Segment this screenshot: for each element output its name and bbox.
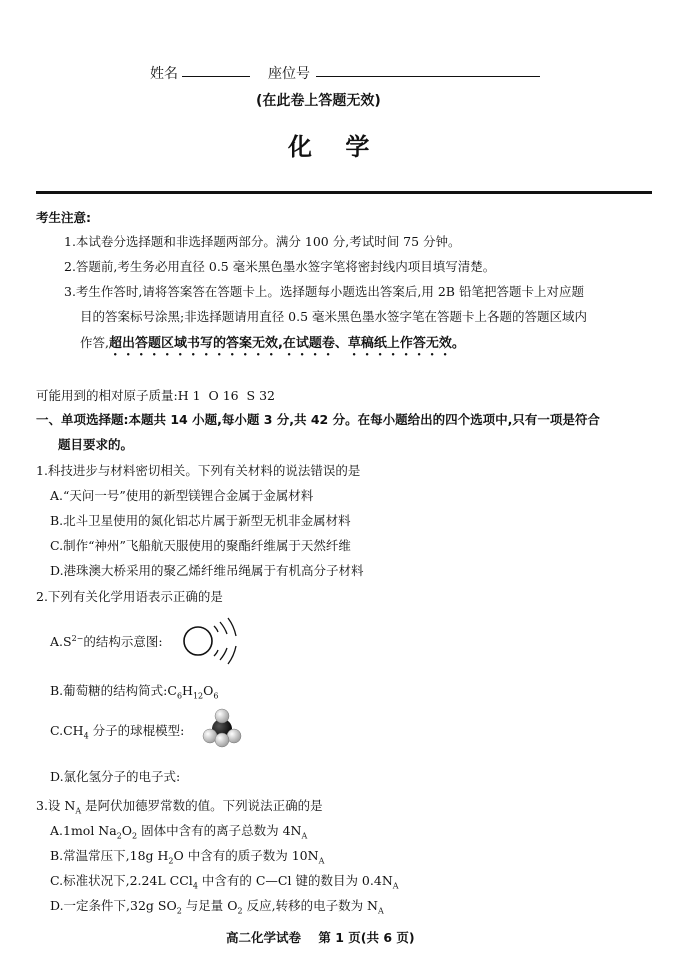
q3-c-text: 中含有的 C—Cl 键的数目为 0.4N (201, 873, 393, 888)
q2-c-sub-4: 4 (83, 731, 89, 741)
q3-d-text-end: 反应,转移的电子数为 N (246, 898, 378, 913)
q3-option-d (50, 896, 384, 914)
q1-stem: 1.科技进步与材料密切相关。下列有关材料的说法错误的是 (36, 463, 361, 478)
no-answer-note: (在此卷上答题无效) (256, 93, 381, 109)
ch4-ball-stick-model (202, 708, 242, 750)
page-footer: 高二化学试卷 第 1 页(共 6 页) (226, 930, 415, 945)
q2-stem: 2.下列有关化学用语表示正确的是 (36, 589, 223, 604)
q3-option-c (50, 871, 399, 889)
page-title: 化 学 (288, 133, 370, 161)
q3-b-sub-A: A (318, 856, 325, 866)
q1-option-a: A.“天问一号”使用的新型镁锂合金属于金属材料 (50, 488, 314, 503)
q3-d-sub-2: 2 (176, 906, 182, 916)
notice-item-1: 1.本试卷分选择题和非选择题两部分。满分 100 分,考试时间 75 分钟。 (64, 234, 461, 249)
name-blank[interactable] (182, 62, 250, 77)
q3-a-text: 固体中含有的离子总数为 4N (141, 823, 302, 838)
q3-d-prefix: D.一定条件下,32g SO (50, 898, 177, 913)
q3-c-sub-A: A (392, 881, 399, 891)
q3-c-prefix: C.标准状况下,2.24L CCl (50, 873, 193, 888)
q2-a-text: 的结构示意图: (83, 634, 163, 649)
q3-stem-text: 是阿伏加德罗常数的值。下列说法正确的是 (85, 798, 323, 813)
q2-option-c (50, 721, 184, 739)
sulfide-ion-structure-diagram (180, 614, 246, 670)
q2-option-d: D.氯化氢分子的电子式: (50, 769, 181, 784)
q3-b-sub-2: 2 (168, 856, 174, 866)
notice-heading: 考生注意: (36, 210, 91, 225)
q3-option-b (50, 846, 324, 864)
q3-b-prefix: B.常温常压下,18g H (50, 848, 169, 863)
q1-option-d: D.港珠澳大桥采用的聚乙烯纤维吊绳属于有机高分子材料 (50, 563, 364, 578)
q3-a-sub-2b: 2 (132, 831, 138, 841)
header-divider (36, 191, 652, 194)
section1-line1: 一、单项选择题:本题共 14 小题,每小题 3 分,共 42 分。在每小题给出的四个选项中,只有一项是符合 (36, 412, 600, 427)
q2-a-charge: 2− (71, 633, 84, 643)
q2-option-a (50, 632, 163, 650)
notice-emphasis: 超出答题区域书写的答案无效,在试题卷、草稿纸上作答无效。 (108, 336, 465, 351)
q3-c-sub-4: 4 (192, 881, 198, 891)
seat-blank[interactable] (316, 62, 540, 77)
q3-d-text: 与足量 O (185, 898, 238, 913)
q3-stem-sub: A (75, 806, 82, 816)
notice-item-3-tail: 作答, (80, 335, 109, 350)
q2-b-text: B.葡萄糖的结构简式:C (50, 683, 177, 698)
notice-item-3-cont: 目的答案标号涂黑;非选择题请用直径 0.5 毫米黑色墨水签字笔在答题卡上各题的答题区域内 (80, 309, 588, 324)
q1-option-c: C.制作“神州”飞船航天服使用的聚酯纤维属于天然纤维 (50, 538, 351, 553)
q2-b-sub-12: 12 (192, 691, 204, 701)
q3-d-sub-A: A (378, 906, 384, 916)
q2-a-prefix: A.S (50, 634, 72, 649)
q3-a-prefix: A.1mol Na (50, 823, 117, 838)
q2-c-prefix: C.CH (50, 723, 84, 738)
q2-b-sub-6b: 6 (213, 691, 219, 701)
q1-option-b: B.北斗卫星使用的氮化铝芯片属于新型无机非金属材料 (50, 513, 351, 528)
q3-b-text: O 中含有的质子数为 10N (173, 848, 319, 863)
seat-label: 座位号 (268, 66, 310, 82)
q3-a-sub-A: A (301, 831, 308, 841)
q3-d-sub-2b: 2 (237, 906, 243, 916)
name-label: 姓名 (150, 66, 178, 82)
q3-stem-prefix: 3.设 N (36, 798, 76, 813)
q3-stem (36, 796, 323, 814)
notice-item-3: 3.考生作答时,请将答案答在答题卡上。选择题每小题选出答案后,用 2B 铅笔把答题卡上对应题 (64, 284, 584, 299)
q2-b-sub-6: 6 (176, 691, 183, 701)
notice-item-2: 2.答题前,考生务必用直径 0.5 毫米黑色墨水签字笔将密封线内项目填写清楚。 (64, 259, 496, 274)
notice-item-3-end (80, 332, 465, 359)
section1-line2: 题目要求的。 (58, 437, 134, 452)
q2-c-text: 分子的球棍模型: (92, 723, 185, 738)
q3-option-a: A.1mol $Na_2O_2$ 固体中含有的离子总数为 $4N_A$ (50, 823, 308, 841)
q3-a-sub-2: 2 (116, 831, 122, 841)
atomic-masses: 可能用到的相对原子质量:H 1 O 16 S 32 (36, 388, 276, 403)
q2-option-b: B.葡萄糖的结构简式$:C_6H_{12}O_6$ (50, 683, 219, 701)
